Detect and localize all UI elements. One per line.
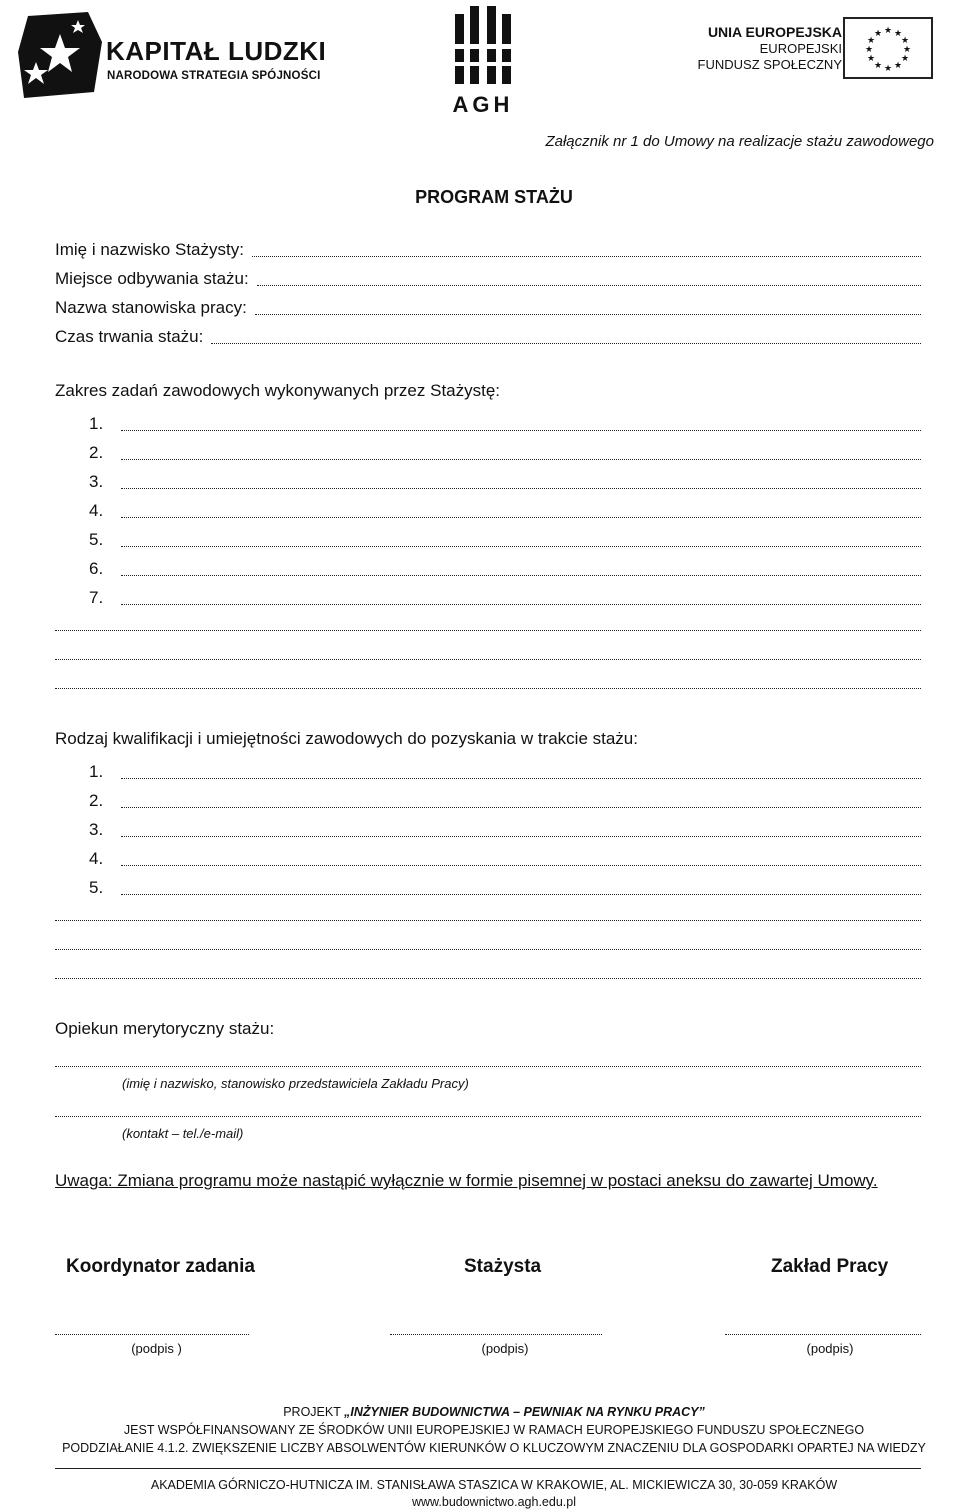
task-item[interactable] bbox=[55, 437, 921, 463]
page-title: PROGRAM STAŻU bbox=[415, 187, 573, 207]
item-number: 5. bbox=[89, 530, 104, 549]
fill-line[interactable] bbox=[257, 285, 921, 286]
qualification-item[interactable] bbox=[55, 843, 921, 869]
fill-line[interactable] bbox=[121, 836, 921, 837]
svg-text:★: ★ bbox=[900, 36, 910, 46]
fill-line[interactable] bbox=[121, 807, 921, 808]
coordinator-signature-caption: (podpis ) bbox=[131, 1341, 182, 1356]
qualification-item[interactable] bbox=[55, 785, 921, 811]
supervisor-contact-line[interactable] bbox=[55, 1116, 921, 1117]
qualification-item[interactable] bbox=[55, 756, 921, 782]
field-label: Imię i nazwisko Stażysty: bbox=[55, 240, 244, 259]
field-label: Miejsce odbywania stażu: bbox=[55, 269, 249, 288]
footer-measure-line: PODDZIAŁANIE 4.1.2. ZWIĘKSZENIE LICZBY ABSOLWENTÓW KIERUNKÓW O KLUCZOWYM ZNACZENIU DLA GOSPODARKI OPARTEJ NA WIEDZY bbox=[62, 1441, 926, 1455]
task-item[interactable] bbox=[55, 524, 921, 550]
svg-text:★: ★ bbox=[902, 45, 912, 55]
amendment-note: Uwaga: Zmiana programu może nastąpić wyłącznie w formie pisemnej w postaci aneksu do zawartej Umowy. bbox=[55, 1171, 878, 1190]
extra-fill-line[interactable] bbox=[55, 978, 921, 979]
task-item[interactable] bbox=[55, 582, 921, 608]
svg-text:★: ★ bbox=[893, 29, 903, 39]
item-number: 1. bbox=[89, 414, 104, 433]
svg-text:★: ★ bbox=[893, 61, 903, 71]
fill-line[interactable] bbox=[121, 778, 921, 779]
svg-text:★: ★ bbox=[864, 45, 874, 55]
fill-line[interactable] bbox=[121, 430, 921, 431]
intern-signature-line[interactable] bbox=[390, 1334, 602, 1335]
task-item[interactable] bbox=[55, 408, 921, 434]
svg-text:★: ★ bbox=[866, 54, 876, 64]
extra-fill-line[interactable] bbox=[55, 949, 921, 950]
item-number: 4. bbox=[89, 849, 104, 868]
fill-line[interactable] bbox=[121, 488, 921, 489]
svg-text:★: ★ bbox=[873, 29, 883, 39]
intern-heading: Stażysta bbox=[464, 1256, 542, 1277]
svg-text:★: ★ bbox=[883, 26, 893, 36]
svg-text:★: ★ bbox=[866, 36, 876, 46]
kapital-ludzki-title: KAPITAŁ LUDZKI bbox=[106, 36, 327, 66]
item-number: 2. bbox=[89, 791, 104, 810]
item-number: 1. bbox=[89, 762, 104, 781]
fill-line[interactable] bbox=[121, 459, 921, 460]
agh-logo-text: AGH bbox=[452, 92, 514, 117]
extra-fill-line[interactable] bbox=[55, 659, 921, 660]
kapital-ludzki-star-icon bbox=[18, 12, 102, 98]
item-number: 3. bbox=[89, 820, 104, 839]
supervisor-name-hint: (imię i nazwisko, stanowisko przedstawiciela Zakładu Pracy) bbox=[122, 1076, 469, 1091]
svg-text:★: ★ bbox=[883, 64, 893, 74]
item-number: 7. bbox=[89, 588, 104, 607]
item-number: 6. bbox=[89, 559, 104, 578]
coordinator-heading: Koordynator zadania bbox=[66, 1256, 255, 1277]
task-item[interactable] bbox=[55, 553, 921, 579]
field-intern-name[interactable] bbox=[55, 234, 921, 260]
eu-logo bbox=[690, 16, 945, 82]
qualification-item[interactable] bbox=[55, 814, 921, 840]
tasks-label: Zakres zadań zawodowych wykonywanych przez Stażystę: bbox=[55, 381, 501, 400]
fill-line[interactable] bbox=[121, 517, 921, 518]
supervisor-label: Opiekun merytoryczny stażu: bbox=[55, 1019, 275, 1038]
extra-fill-line[interactable] bbox=[55, 630, 921, 631]
supervisor-contact-hint: (kontakt – tel./e-mail) bbox=[122, 1126, 244, 1141]
coordinator-signature-line[interactable] bbox=[55, 1334, 249, 1335]
eu-logo-line3: FUNDUSZ SPOŁECZNY bbox=[697, 57, 842, 72]
footer-divider bbox=[55, 1468, 921, 1469]
qualifications-label: Rodzaj kwalifikacji i umiejętności zawodowych do pozyskania w trakcie stażu: bbox=[55, 729, 638, 748]
eu-flag-icon bbox=[843, 17, 933, 79]
fill-line[interactable] bbox=[252, 256, 921, 257]
extra-fill-line[interactable] bbox=[55, 920, 921, 921]
field-position[interactable] bbox=[55, 292, 921, 318]
field-label: Czas trwania stażu: bbox=[55, 327, 204, 346]
footer-website-link[interactable]: www.budownictwo.agh.edu.pl bbox=[412, 1495, 576, 1509]
fill-line[interactable] bbox=[121, 546, 921, 547]
svg-text:★: ★ bbox=[900, 54, 910, 64]
task-item[interactable] bbox=[55, 495, 921, 521]
intern-signature-caption: (podpis) bbox=[481, 1341, 529, 1356]
kapital-ludzki-logo bbox=[18, 12, 328, 100]
item-number: 5. bbox=[89, 878, 104, 897]
eu-logo-line2: EUROPEJSKI bbox=[759, 41, 842, 56]
footer-project-line bbox=[0, 1405, 960, 1419]
footer-address-line: AKADEMIA GÓRNICZO-HUTNICZA IM. STANISŁAWA STASZICA W KRAKOWIE, AL. MICKIEWICZA 30, 30-059 KRAKÓW bbox=[150, 1478, 838, 1492]
footer-funding-line: JEST WSPÓŁFINANSOWANY ZE ŚRODKÓW UNII EUROPEJSKIEJ W RAMACH EUROPEJSKIEGO FUNDUSZU SPOŁECZNEGO bbox=[123, 1423, 865, 1437]
footer-project-name: „INŻYNIER BUDOWNICTWA – PEWNIAK NA RYNKU PRACY” bbox=[344, 1405, 705, 1419]
item-number: 2. bbox=[89, 443, 104, 462]
eu-logo-line1: UNIA EUROPEJSKA bbox=[707, 24, 842, 40]
qualification-item[interactable] bbox=[55, 872, 921, 898]
employer-signature-line[interactable] bbox=[725, 1334, 921, 1335]
field-label: Nazwa stanowiska pracy: bbox=[55, 298, 247, 317]
fill-line[interactable] bbox=[121, 575, 921, 576]
footer-project-prefix: PROJEKT bbox=[283, 1405, 345, 1419]
task-item[interactable] bbox=[55, 466, 921, 492]
agh-emblem-icon bbox=[443, 4, 523, 88]
supervisor-name-line[interactable] bbox=[55, 1066, 921, 1067]
fill-line[interactable] bbox=[255, 314, 921, 315]
field-place[interactable] bbox=[55, 263, 921, 289]
annex-note: Załącznik nr 1 do Umowy na realizacje stażu zawodowego bbox=[545, 133, 934, 150]
svg-text:★: ★ bbox=[873, 61, 883, 71]
agh-logo bbox=[443, 4, 523, 116]
item-number: 4. bbox=[89, 501, 104, 520]
fill-line[interactable] bbox=[121, 894, 921, 895]
employer-heading: Zakład Pracy bbox=[771, 1256, 889, 1277]
fill-line[interactable] bbox=[211, 343, 921, 344]
employer-signature-caption: (podpis) bbox=[806, 1341, 854, 1356]
extra-fill-line[interactable] bbox=[55, 688, 921, 689]
field-duration[interactable] bbox=[55, 321, 921, 347]
fill-line[interactable] bbox=[121, 865, 921, 866]
fill-line[interactable] bbox=[121, 604, 921, 605]
kapital-ludzki-subtitle: NARODOWA STRATEGIA SPÓJNOŚCI bbox=[107, 70, 321, 82]
item-number: 3. bbox=[89, 472, 104, 491]
